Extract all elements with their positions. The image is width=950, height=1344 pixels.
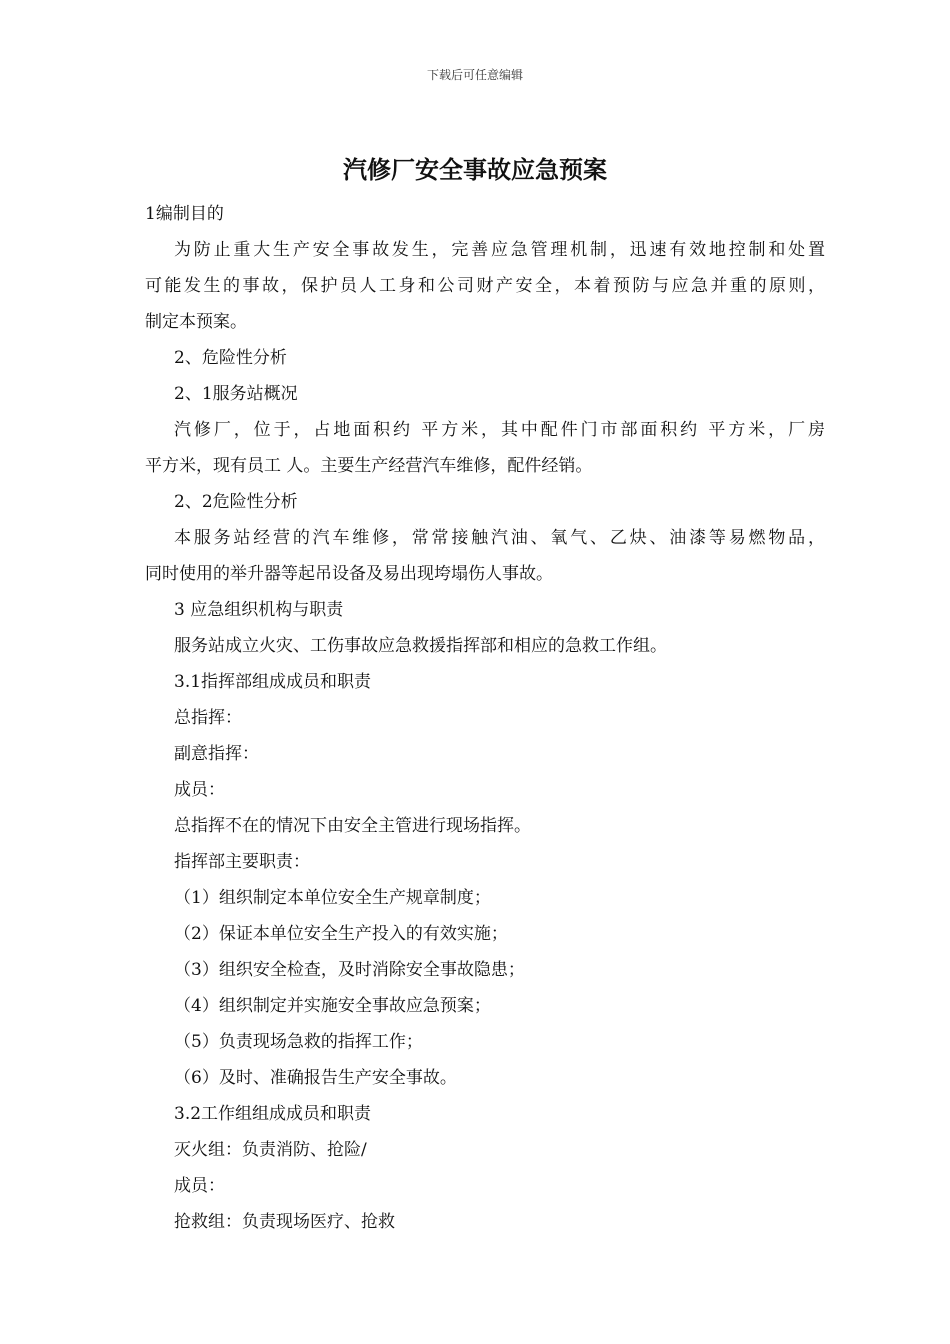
section-heading: 2、危险性分析 <box>174 348 287 368</box>
list-item: （1）组织制定本单位安全生产规章制度； <box>174 888 491 908</box>
document-body <box>145 196 825 1240</box>
paragraph-line: 平方米，现有员工 人。主要生产经营汽车维修，配件经销。 <box>145 456 593 476</box>
list-item: （2）保证本单位安全生产投入的有效实施； <box>174 924 508 944</box>
paragraph-line: 汽修厂，位于，占地面积约 平方米，其中配件门市部面积约 平方米，厂房 <box>174 420 825 440</box>
role-line: 总指挥： <box>174 708 242 728</box>
role-line: 成员： <box>174 1176 225 1196</box>
subsection-heading: 2、2危险性分析 <box>174 492 298 512</box>
paragraph-line: 同时使用的举升器等起吊设备及易出现垮塌伤人事故。 <box>145 564 553 584</box>
subsection-heading: 3.1指挥部组成成员和职责 <box>174 672 372 692</box>
role-line: 抢救组：负责现场医疗、抢救 <box>174 1212 395 1232</box>
list-item: （4）组织制定并实施安全事故应急预案； <box>174 996 491 1016</box>
section-heading: 1编制目的 <box>145 204 224 224</box>
paragraph-line: 可能发生的事故，保护员人工身和公司财产安全，本着预防与应急并重的原则， <box>145 276 825 296</box>
document-title: 汽修厂安全事故应急预案 <box>343 155 607 184</box>
subsection-heading: 3.2工作组组成成员和职责 <box>174 1104 372 1124</box>
paragraph-line: 为防止重大生产安全事故发生，完善应急管理机制，迅速有效地控制和处置 <box>174 240 825 260</box>
list-item: （6）及时、准确报告生产安全事故。 <box>174 1068 457 1088</box>
section-heading: 3 应急组织机构与职责 <box>174 600 344 620</box>
paragraph-line: 总指挥不在的情况下由安全主管进行现场指挥。 <box>174 816 531 836</box>
list-item: （5）负责现场急救的指挥工作； <box>174 1032 423 1052</box>
role-line: 副意指挥： <box>174 744 259 764</box>
paragraph-line: 指挥部主要职责： <box>174 852 310 872</box>
subsection-heading: 2、1服务站概况 <box>174 384 298 404</box>
paragraph-line: 制定本预案。 <box>145 312 247 332</box>
list-item: （3）组织安全检查，及时消除安全事故隐患； <box>174 960 525 980</box>
header-note: 下载后可任意编辑 <box>426 68 523 82</box>
paragraph-line: 服务站成立火灾、工伤事故应急救援指挥部和相应的急救工作组。 <box>174 636 667 656</box>
role-line: 灭火组：负责消防、抢险/ <box>174 1140 367 1160</box>
paragraph-line: 本服务站经营的汽车维修，常常接触汽油、氧气、乙炔、油漆等易燃物品， <box>174 528 825 548</box>
role-line: 成员： <box>174 780 225 800</box>
